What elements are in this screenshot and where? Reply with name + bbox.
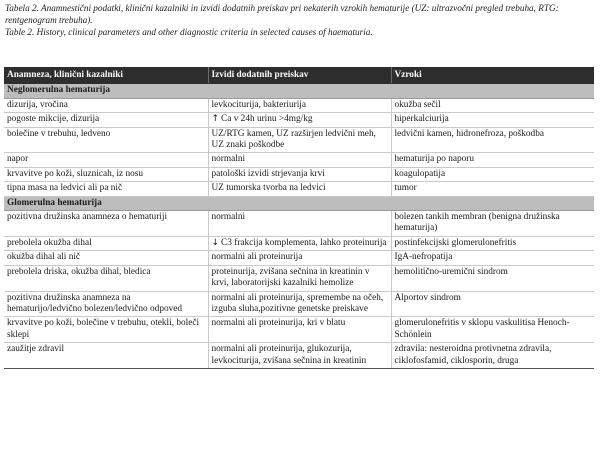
table-row (4, 291, 594, 317)
cell-text: koagulopatija (394, 168, 446, 179)
cell-text: ledvični kamen, hidronefroza, poškodba (394, 128, 544, 139)
cell-cause (391, 291, 594, 317)
cell-cause (391, 317, 594, 343)
cell-text: okužba dihal ali nič (7, 252, 81, 263)
cell-text: krvavitve po koži, bolečine v trebuhu, otekli, boleči sklepi (7, 318, 200, 340)
cell-diagnostics (208, 127, 391, 153)
cell-text: C3 frakcija komplementa, lahko proteinurija (221, 237, 387, 248)
cell-text: normalni (211, 154, 246, 165)
cell-cause (391, 236, 594, 250)
section-title: Glomerulna hematurija (4, 196, 594, 210)
cell-text: pozitivna družinska anamneza na hematurijo/ledvično bolezen/ledvično odpoved (7, 292, 183, 314)
cell-diagnostics (208, 343, 391, 369)
cell-history (4, 343, 208, 369)
table-row (4, 182, 594, 196)
cell-cause (391, 113, 594, 127)
cell-text: patološki izvidi strjevanja krvi (211, 168, 325, 179)
table-row (4, 236, 594, 250)
header-causes: Vzroki (391, 67, 594, 84)
cell-history (4, 236, 208, 250)
cell-history (4, 317, 208, 343)
cell-history (4, 113, 208, 127)
cell-history (4, 251, 208, 265)
table-row (4, 98, 594, 112)
cell-text: normalni ali proteinurija, spremembe na očeh, izguba sluha,pozitivne genetske preiskave (211, 292, 384, 314)
cell-cause (391, 211, 594, 237)
cell-cause (391, 182, 594, 196)
cell-text: pozitivna družinska anamneza o hematuriji (7, 212, 168, 223)
cell-diagnostics (208, 251, 391, 265)
cell-history (4, 167, 208, 181)
cell-history (4, 291, 208, 317)
caption-english: Table 2. History, clinical parameters and other diagnostic criteria in selected causes of haematuria. (5, 27, 373, 37)
cell-text: okužba sečil (394, 99, 441, 110)
cell-cause (391, 127, 594, 153)
table-caption (0, 0, 600, 39)
cell-cause (391, 343, 594, 369)
cell-text: napor (7, 154, 29, 165)
cell-cause (391, 153, 594, 167)
cell-text: normalni ali proteinurija, kri v blatu (211, 318, 346, 329)
cell-text: pogoste mikcije, dizurija (7, 114, 100, 125)
cell-cause (391, 265, 594, 291)
table-row (4, 265, 594, 291)
cell-history (4, 182, 208, 196)
cell-text: tumor (394, 183, 417, 194)
table-body (4, 84, 594, 369)
cell-diagnostics (208, 236, 391, 250)
section-row (4, 84, 594, 98)
down-arrow-icon: ↓ (211, 237, 220, 248)
cell-text: krvavitve po koži, sluznicah, iz nosu (7, 168, 144, 179)
cell-text: normalni (211, 212, 246, 223)
cell-text: UZ/RTG kamen, UZ razširjen ledvični meh, UZ znaki poškodbe (211, 128, 376, 151)
cell-diagnostics (208, 291, 391, 317)
cell-text: levkociturija, bakteriurija (211, 99, 306, 110)
caption-slovene: Tabela 2. Anamnestični podatki, klinični kazalniki in izvidi dodatnih preiskav pri nekaterih vzrokih hematurije (UZ: ultrazvočni pregled trebuha, RTG: rentgenogram trebuha). (5, 3, 559, 25)
cell-history (4, 211, 208, 237)
cell-cause (391, 98, 594, 112)
section-row (4, 196, 594, 210)
cell-text: UZ tumorska tvorba na ledvici (211, 183, 326, 194)
table-row (4, 317, 594, 343)
cell-text: bolezen tankih membran (benigna družinska hematurija) (394, 212, 560, 234)
cell-diagnostics (208, 153, 391, 167)
table-row (4, 127, 594, 153)
cell-text: bolečine v trebuhu, ledveno (7, 128, 111, 139)
cell-text: glomerulonefritis v sklopu vaskulitisa Henoch-Schönlein (394, 318, 570, 340)
cell-text: normalni ali proteinurija, glukozurija, levkociturija, zvišana sečnina in kreatinin (211, 344, 367, 366)
cell-text: hemolitično-uremični sindrom (394, 266, 508, 277)
cell-history (4, 127, 208, 153)
cell-text: zaužitje zdravil (7, 344, 65, 355)
table-row (4, 113, 594, 127)
up-arrow-icon: ↑ (211, 114, 220, 125)
table-row (4, 211, 594, 237)
cell-text: zdravila: nesteroidna protivnetna zdravila, ciklofosfamid, ciklosporin, druga (394, 344, 552, 366)
cell-diagnostics (208, 167, 391, 181)
cell-text: IgA-nefropatija (394, 252, 453, 263)
header-diagnostics: Izvidi dodatnih preiskav (208, 67, 391, 84)
cell-diagnostics (208, 211, 391, 237)
cell-text: tipna masa na ledvici ali pa nič (7, 183, 123, 194)
cell-cause (391, 167, 594, 181)
cell-text: prebolela driska, okužba dihal, bledica (7, 266, 151, 277)
section-title: Neglomerulna hematurija (4, 84, 594, 98)
cell-history (4, 153, 208, 167)
cell-text: prebolela okužba dihal (7, 237, 92, 248)
table-row (4, 251, 594, 265)
cell-diagnostics (208, 98, 391, 112)
cell-text: dizurija, vročina (7, 99, 68, 110)
cell-text: proteinurija, zvišana sečnina in kreatinin v krvi, laboratorijski kazalniki hemolize (211, 266, 370, 289)
cell-diagnostics (208, 182, 391, 196)
cell-cause (391, 251, 594, 265)
cell-text: normalni ali proteinurija (211, 252, 303, 263)
haematuria-causes-table (4, 67, 594, 369)
table-row (4, 153, 594, 167)
cell-diagnostics (208, 113, 391, 127)
cell-text: Ca v 24h urinu >4mg/kg (221, 114, 313, 125)
cell-text: hematurija po naporu (394, 154, 475, 165)
cell-diagnostics (208, 317, 391, 343)
table-row (4, 167, 594, 181)
cell-text: Alportov sindrom (394, 292, 461, 303)
cell-history (4, 265, 208, 291)
cell-diagnostics (208, 265, 391, 291)
cell-text: postinfekcijski glomerulonefritis (394, 237, 517, 248)
table-row (4, 343, 594, 369)
cell-history (4, 98, 208, 112)
header-history: Anamneza, klinični kazalniki (4, 67, 208, 84)
table-header-row (4, 67, 594, 84)
cell-text: hiperkalciurija (394, 114, 449, 125)
